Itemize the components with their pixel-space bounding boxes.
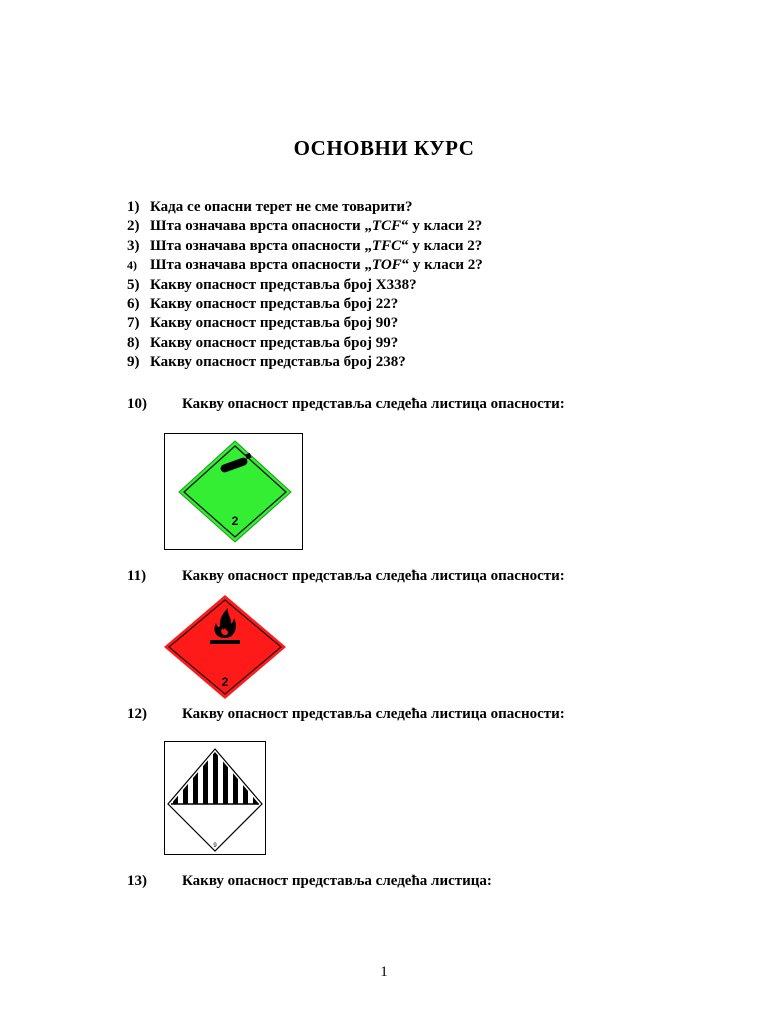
question-3 (127, 237, 687, 256)
question-list (127, 198, 687, 373)
question-text: Какву опасност представља број 99? (150, 334, 399, 351)
question-13 (127, 873, 492, 890)
question-text: Какву опасност представља број 238? (150, 354, 406, 371)
question-text: Какву опасност представља следећа листица: (182, 873, 492, 889)
question-text: Какву опасност представља следећа листица опасности: (182, 568, 565, 584)
question-text: Какву опасност представља број 22? (150, 295, 399, 312)
class-number: 9 (213, 843, 217, 849)
question-number: 8) (127, 334, 140, 351)
green-gas-label-image (164, 433, 303, 550)
question-number: 2) (127, 218, 140, 235)
question-9 (127, 353, 687, 372)
question-12 (127, 706, 565, 723)
page-number: 1 (380, 964, 388, 980)
question-number: 1) (127, 199, 140, 215)
hazard-code: TOF (371, 257, 402, 274)
question-10 (127, 396, 565, 413)
question-text: Какву опасност представља следећа листица опасности: (182, 396, 565, 412)
question-number: 10) (127, 396, 147, 412)
question-number: 3) (127, 237, 140, 254)
question-number: 6) (127, 295, 140, 312)
question-11 (127, 568, 565, 585)
question-1 (127, 198, 687, 217)
question-7 (127, 314, 687, 333)
question-2 (127, 217, 687, 236)
question-text-post: “ у класи 2? (401, 218, 483, 235)
hazard-code: TCF (371, 218, 402, 235)
question-number: 11) (127, 568, 147, 584)
class-9-label-image (164, 741, 266, 855)
question-number: 9) (127, 354, 140, 371)
question-8 (127, 334, 687, 353)
question-text: Какву опасност представља број X338? (150, 276, 417, 293)
question-6 (127, 295, 687, 314)
question-5 (127, 276, 687, 295)
question-number: 12) (127, 706, 147, 722)
red-flammable-gas-label-image (162, 594, 288, 700)
question-text: Какву опасност представља број 90? (150, 315, 399, 332)
question-text-pre: Шта означава врста опасности „ (150, 257, 372, 274)
question-text: Када се опасни терет не сме товарити? (150, 199, 413, 215)
question-number: 4) (127, 258, 137, 273)
question-4 (127, 256, 687, 275)
page-title: ОСНОВНИ КУРС (293, 136, 475, 160)
question-number: 13) (127, 873, 147, 889)
question-text-post: “ у класи 2? (401, 257, 483, 274)
question-number: 7) (127, 315, 140, 332)
class-number: 2 (221, 675, 229, 689)
question-number: 5) (127, 276, 140, 293)
hazard-code: TFC (371, 237, 402, 254)
question-text-post: “ у класи 2? (401, 237, 483, 254)
question-text: Какву опасност представља следећа листица опасности: (182, 706, 565, 722)
class-number: 2 (231, 514, 239, 528)
question-text-pre: Шта означава врста опасности „ (150, 218, 372, 235)
question-text-pre: Шта означава врста опасности „ (150, 237, 372, 254)
